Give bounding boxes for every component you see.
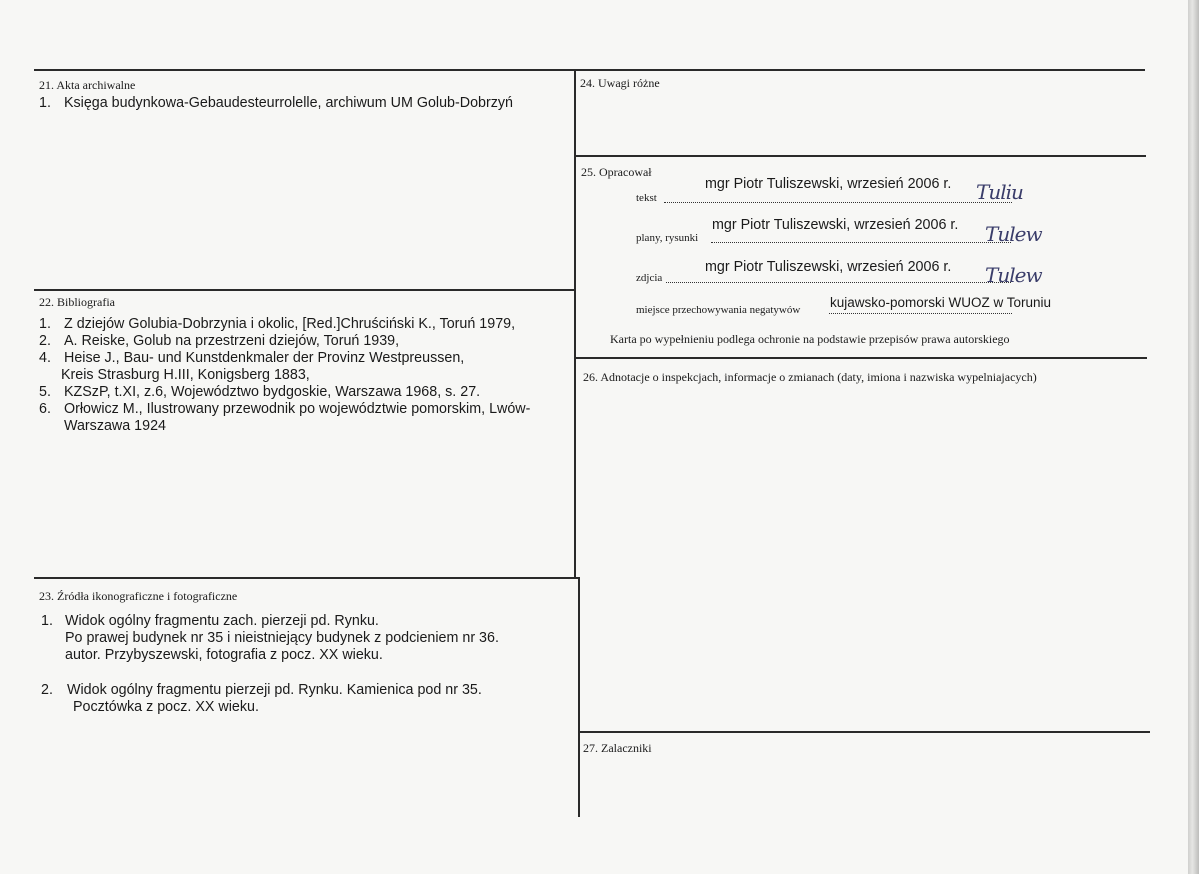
section-23-item-2-line-1: Widok ogólny fragmentu pierzeji pd. Rynku. Kamienica pod nr 35. — [67, 682, 482, 698]
list-item: 2. A. Reiske, Golub na przestrzeni dziejów, Toruń 1939, — [39, 333, 400, 349]
tekst-label: tekst — [636, 192, 657, 204]
top-rule — [34, 69, 1145, 71]
list-item: 1. Z dziejów Golubia-Dobrzynia i okolic, [Red.]Chruściński K., Toruń 1979, — [39, 316, 516, 332]
list-item: 5. KZSzP, t.XI, z.6, Województwo bydgoskie, Warszawa 1968, s. 27. — [39, 384, 481, 400]
plany-value: mgr Piotr Tuliszewski, wrzesień 2006 r. — [712, 217, 959, 233]
rule-22-23 — [34, 577, 579, 579]
rule-21-22 — [34, 289, 576, 291]
section-23-item-1-line-2: Po prawej budynek nr 35 i nieistniejący budynek z podcieniem nr 36. — [65, 630, 499, 646]
section-21-heading: 21. Akta archiwalne — [39, 78, 136, 92]
tekst-dotted-line — [664, 202, 1012, 203]
section-21-list — [39, 95, 513, 112]
rule-25-26 — [575, 357, 1147, 359]
rule-26-27 — [579, 731, 1150, 733]
signature-zdjecia: Tulew — [985, 263, 1042, 287]
zdjecia-value: mgr Piotr Tuliszewski, wrzesień 2006 r. — [705, 259, 952, 275]
miejsce-value: kujawsko-pomorski WUOZ w Toruniu — [830, 295, 1052, 310]
list-item: 6. Orłowicz M., Ilustrowany przewodnik po województwie pomorskim, Lwów- Warszawa 1924 — [39, 401, 531, 434]
zdjecia-dotted-line — [666, 282, 1011, 283]
section-23-item-2-line-2: Pocztówka z pocz. XX wieku. — [73, 699, 259, 715]
rule-24-25 — [575, 155, 1146, 157]
center-vertical-rule-lower — [578, 577, 580, 817]
signature-tekst: Tuliu — [976, 180, 1023, 204]
section-27-heading: 27. Zalaczniki — [583, 741, 652, 755]
section-23-item-1-line-1: Widok ogólny fragmentu zach. pierzeji pd. Rynku. — [65, 613, 379, 629]
page-edge — [1188, 0, 1199, 874]
miejsce-dotted-line — [829, 313, 1012, 314]
section-23-heading: 23. Źródła ikonograficzne i fotograficzne — [39, 589, 238, 603]
plany-label: plany, rysunki — [636, 232, 699, 244]
tekst-value: mgr Piotr Tuliszewski, wrzesień 2006 r. — [705, 176, 952, 192]
section-25-heading: 25. Opracował — [581, 165, 652, 179]
signature-plany: Tulew — [985, 222, 1042, 246]
section-22-heading: 22. Bibliografia — [39, 295, 115, 309]
section-23-item-1-num: 1. — [41, 613, 53, 629]
copyright-note: Karta po wypełnieniu podlega ochronie na podstawie przepisów prawa autorskiego — [610, 332, 1010, 346]
section-23-item-1-line-3: autor. Przybyszewski, fotografia z pocz. XX wieku. — [65, 647, 383, 663]
section-24-heading: 24. Uwagi różne — [580, 76, 660, 90]
section-22-list — [39, 316, 530, 435]
list-item: 1. Księga budynkowa-Gebaudesteurrolelle, archiwum UM Golub-Dobrzyń — [39, 95, 513, 111]
plany-dotted-line — [711, 242, 1011, 243]
list-item: 4. Heise J., Bau- und Kunstdenkmaler der Provinz Westpreussen, Kreis Strasburg H.III, Konigsberg 1883, — [39, 350, 465, 383]
center-vertical-rule-upper — [574, 69, 576, 577]
zdjecia-label: zdjcia — [636, 272, 663, 284]
section-26-heading: 26. Adnotacje o inspekcjach, informacje o zmianach (daty, imiona i nazwiska wypelniajacych) — [583, 370, 1037, 384]
section-23-item-2-num: 2. — [41, 682, 53, 698]
miejsce-label: miejsce przechowywania negatywów — [636, 304, 801, 316]
